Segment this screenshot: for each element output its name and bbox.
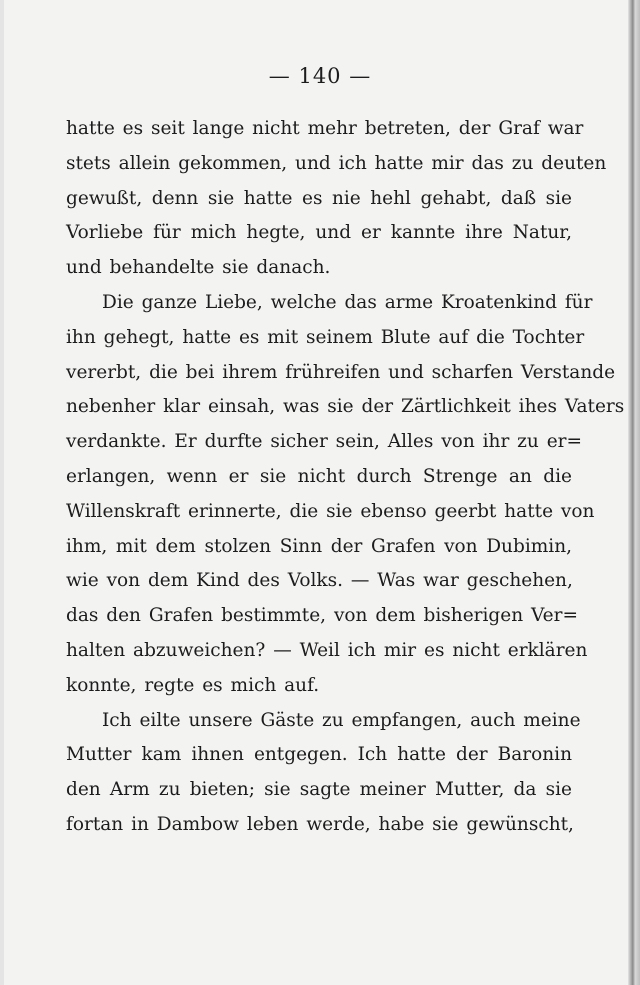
paragraph-start-line: Ich eilte unsere Gäste zu empfangen, auch meine <box>102 709 581 731</box>
text-line: Willenskraft erinnerte, die sie ebenso geerbt hatte von <box>66 500 595 522</box>
text-line: ihm, mit dem stolzen Sinn der Grafen von Dubimin, <box>66 535 572 557</box>
text-line: nebenher klar einsah, was sie der Zärtlichkeit ihes Vaters <box>66 396 625 418</box>
paragraph-start-line: Die ganze Liebe, welche das arme Kroatenkind für <box>102 291 593 313</box>
text-line: stets allein gekommen, und ich hatte mir das zu deuten <box>66 152 607 174</box>
body-text <box>66 112 625 843</box>
text-line: hatte es seit lange nicht mehr betreten, der Graf war <box>66 118 584 139</box>
text-line: Mutter kam ihnen entgegen. Ich hatte der Baronin <box>66 744 572 766</box>
text-line: das den Grafen bestimmte, von dem bisherigen Ver= <box>66 605 578 627</box>
text-line: Vorliebe für mich hegte, und er kannte ihre Natur, <box>66 222 572 244</box>
text-line: erlangen, wenn er sie nicht durch Strenge an die <box>66 465 572 487</box>
text-line: den Arm zu bieten; sie sagte meiner Mutter, da sie <box>66 779 572 801</box>
text-line: halten abzuweichen? — Weil ich mir es nicht erklären <box>66 639 588 661</box>
text-line: wie von dem Kind des Volks. — Was war geschehen, <box>66 570 573 592</box>
page-left-edge <box>0 0 4 985</box>
text-line: ihn gehegt, hatte es mit seinem Blute auf die Tochter <box>66 326 585 348</box>
text-line: fortan in Dambow leben werde, habe sie gewünscht, <box>66 813 574 835</box>
text-line: konnte, regte es mich auf. <box>66 674 320 696</box>
page-number: — 140 — <box>268 64 372 88</box>
page-right-edge <box>628 0 640 985</box>
text-line: vererbt, die bei ihrem frühreifen und scharfen Verstande <box>66 361 616 383</box>
text-line: und behandelte sie danach. <box>66 257 331 279</box>
text-line: verdankte. Er durfte sicher sein, Alles von ihr zu er= <box>66 431 583 453</box>
text-line: gewußt, denn sie hatte es nie hehl gehabt, daß sie <box>66 187 572 209</box>
